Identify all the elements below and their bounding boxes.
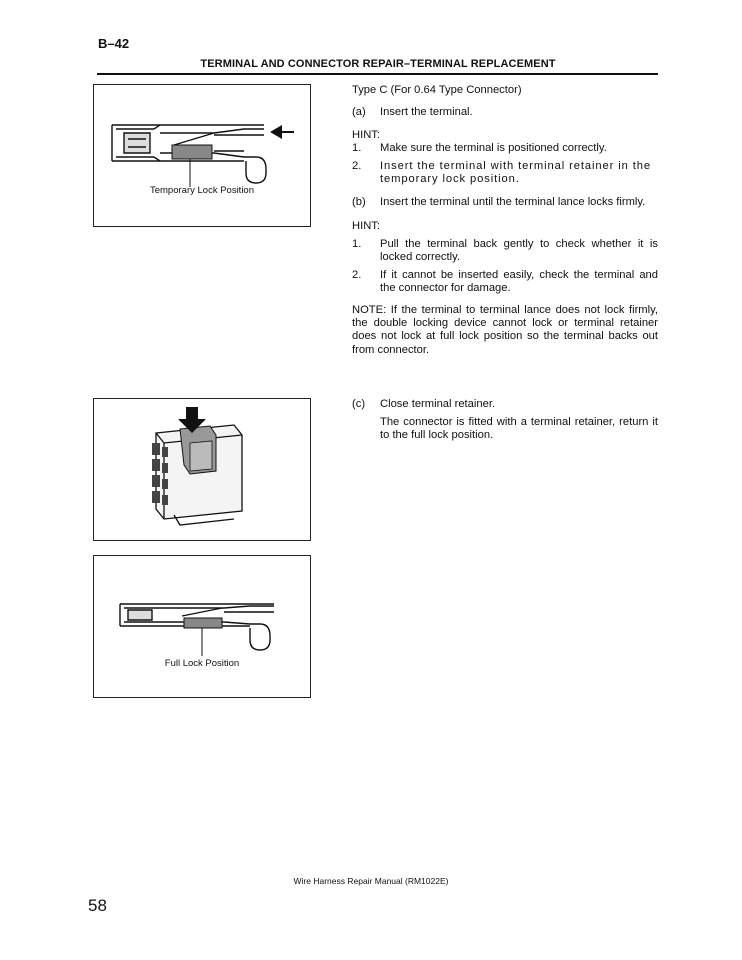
hint-text: Insert the terminal with terminal retainer in the temporary lock position. [380,160,652,186]
hint-number: 2. [352,269,362,281]
page-title: TERMINAL AND CONNECTOR REPAIR–TERMINAL REPLACEMENT [200,58,556,70]
note-paragraph: NOTE: If the terminal to terminal lance does not lock firmly, the double locking device cannot lock or terminal retainer does not lock at full lock position so the terminal backs out from connector. [352,304,658,356]
figure-connector-retainer [93,398,311,541]
terminal-temporary-lock-illustration [94,85,310,226]
step-text: Close terminal retainer. [380,398,496,410]
step-detail-text: The connector is fitted with a terminal retainer, return it to the full lock position. [380,416,658,442]
hint-number: 1. [352,142,362,154]
hint-number: 1. [352,238,362,250]
hint-label: HINT: [352,129,380,141]
terminal-full-lock-illustration [94,556,310,697]
hint-text: If it cannot be inserted easily, check the terminal and the connector for damage. [380,269,658,295]
hint-text: Make sure the terminal is positioned correctly. [380,142,607,154]
hint-text: Pull the terminal back gently to check whether it is locked correctly. [380,238,658,264]
figure-temporary-lock [93,84,311,227]
type-heading: Type C (For 0.64 Type Connector) [352,84,522,96]
hint-label: HINT: [352,220,380,232]
section-code: B–42 [98,36,130,51]
hint-number: 2. [352,160,362,172]
header-divider [97,73,658,75]
step-marker: (c) [352,398,366,410]
manual-footer: Wire Harness Repair Manual (RM1022E) [293,876,449,886]
figure-caption: Full Lock Position [164,658,240,669]
figure-full-lock [93,555,311,698]
step-text: Insert the terminal until the terminal lance locks firmly. [380,196,646,208]
figure-caption: Temporary Lock Position [149,185,255,196]
step-text: Insert the terminal. [380,106,473,118]
step-marker: (b) [352,196,366,208]
connector-retainer-illustration [94,399,310,540]
page-number: 58 [88,896,107,915]
step-marker: (a) [352,106,366,118]
